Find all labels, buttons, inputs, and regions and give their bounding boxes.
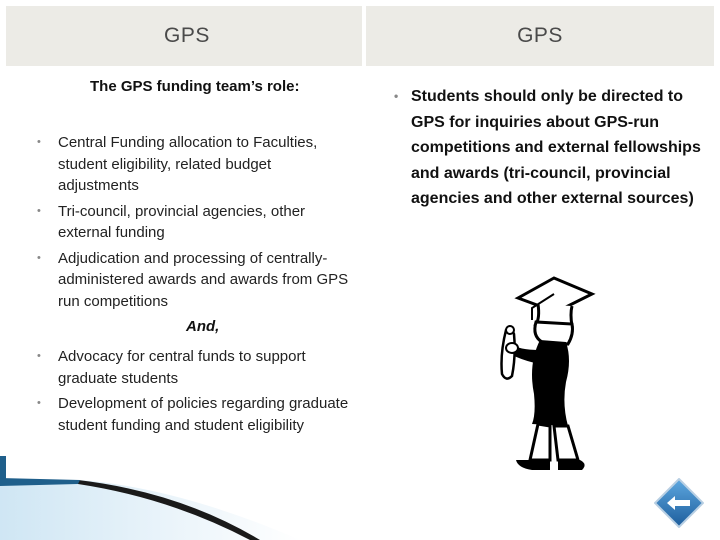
list-item: • Advocacy for central funds to support graduate students xyxy=(0,346,360,389)
right-bullet: • Students should only be directed to GPS for inquiries about GPS-run competitions and external fellowships and awards (tri-council, provincial agencies and other external sources) xyxy=(394,84,710,212)
right-header xyxy=(366,6,714,66)
list-item: • Adjudication and processing of centrally-administered awards and awards from GPS run competitions xyxy=(0,248,360,313)
list-item: • Central Funding allocation to Faculties, student eligibility, related budget adjustments xyxy=(0,132,360,197)
left-content xyxy=(0,66,360,540)
list-item: • Tri-council, provincial agencies, other external funding xyxy=(0,201,360,244)
role-list-part1 xyxy=(0,132,360,316)
list-item: • Development of policies regarding graduate student funding and student eligibility xyxy=(0,393,360,436)
back-button[interactable] xyxy=(654,478,704,528)
right-header-title: GPS xyxy=(517,24,563,47)
left-header xyxy=(6,6,362,66)
left-header-title: GPS xyxy=(164,24,210,47)
and-label: And, xyxy=(186,318,220,335)
role-title: The GPS funding team’s role: xyxy=(90,78,300,95)
graduate-figure-icon xyxy=(488,264,608,474)
role-list-part2 xyxy=(0,346,360,440)
swoosh-decoration xyxy=(0,478,300,540)
